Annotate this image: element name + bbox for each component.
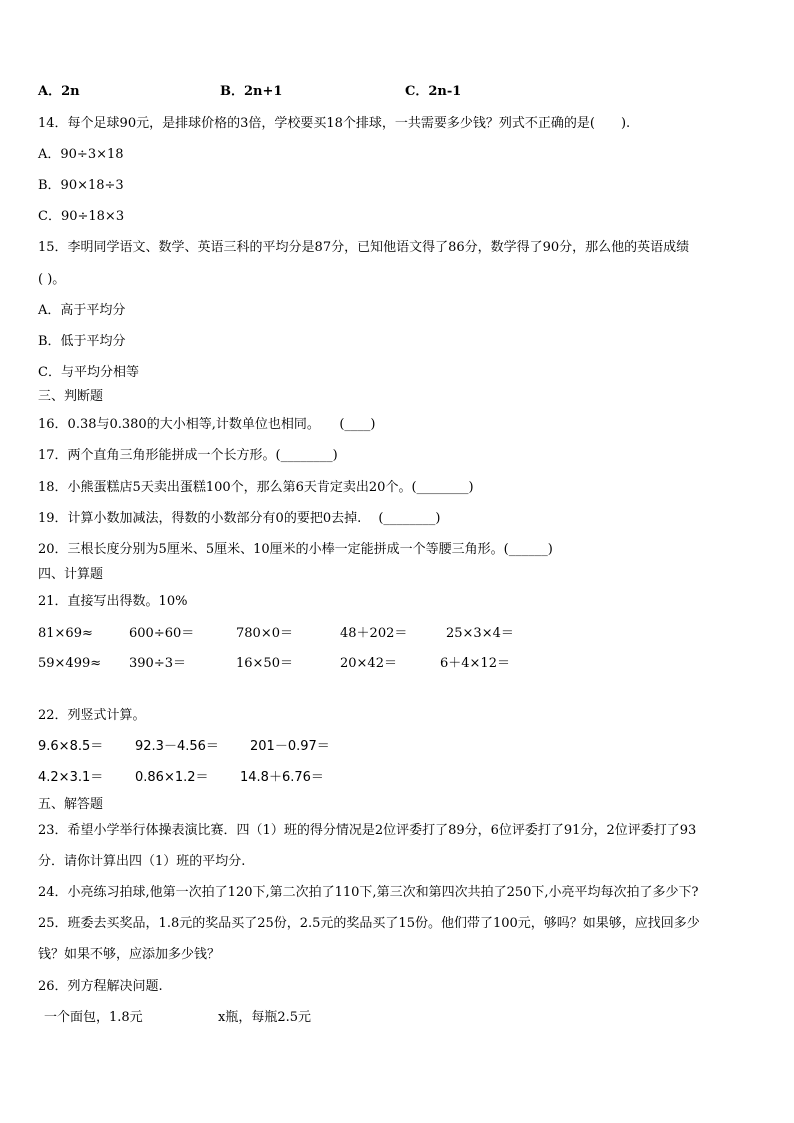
q23-line2: 分．请你计算出四（1）班的平均分.: [38, 854, 246, 869]
q22-item: 9.6×8.5＝: [38, 739, 104, 754]
q26-stem: 26．列方程解决问题.: [38, 979, 163, 994]
q21-item: 59×499≈: [38, 656, 102, 671]
q14-option-c: C．90÷18×3: [38, 209, 125, 224]
q22-item: 4.2×3.1＝: [38, 770, 104, 785]
q24: 24．小亮练习拍球,他第一次拍了120下,第二次拍了110下,第三次和第四次共拍了250下,小亮平均每次拍了多少下?: [38, 885, 699, 900]
q21-item: 25×3×4＝: [446, 626, 514, 641]
section5-title: 五、解答题: [38, 797, 104, 812]
q15-stem-line1: 15．李明同学语文、数学、英语三科的平均分是87分，已知他语文得了86分，数学得了90分，那么他的英语成绩: [38, 240, 690, 255]
q25-line1: 25．班委去买奖品，1.8元的奖品买了25份，2.5元的奖品买了15份。他们带了100元，够吗？如果够，应找回多少: [38, 916, 700, 931]
q16: 16．0.38与0.380的大小相等,计数单位也相同。 (____): [38, 417, 376, 432]
q20: 20．三根长度分别为5厘米、5厘米、10厘米的小棒一定能拼成一个等腰三角形。(______): [38, 542, 553, 557]
q13-option-c: C．2n-1: [405, 84, 462, 99]
q15-option-b: B．低于平均分: [38, 334, 126, 349]
q21-item: 81×69≈: [38, 626, 93, 641]
q21-item: 390÷3＝: [129, 656, 186, 671]
q21-stem: 21．直接写出得数。10%: [38, 594, 188, 609]
q21-item: 20×42＝: [340, 656, 397, 671]
q21-item: 16×50＝: [236, 656, 293, 671]
q15-option-c: C．与平均分相等: [38, 365, 139, 380]
q14-option-b: B．90×18÷3: [38, 178, 124, 193]
q22-item: 92.3－4.56＝: [135, 739, 219, 754]
q21-item: 6＋4×12＝: [440, 656, 510, 671]
q19: 19．计算小数加减法，得数的小数部分有0的要把0去掉. (________): [38, 511, 441, 526]
q18: 18．小熊蛋糕店5天卖出蛋糕100个，那么第6天肯定卖出20个。(________): [38, 480, 474, 495]
q26-bottles: x瓶，每瓶2.5元: [218, 1010, 312, 1025]
q21-item: 780×0＝: [236, 626, 293, 641]
q23-line1: 23．希望小学举行体操表演比赛．四（1）班的得分情况是2位评委打了89分，6位评委打了91分，2位评委打了93: [38, 823, 697, 838]
q14-option-a: A．90÷3×18: [38, 147, 124, 162]
q21-item: 600÷60＝: [129, 626, 195, 641]
q13-option-a: A．2n: [38, 84, 80, 99]
q26-bread: 一个面包，1.8元: [44, 1010, 143, 1025]
q22-item: 0.86×1.2＝: [135, 770, 209, 785]
section3-title: 三、判断题: [38, 389, 104, 404]
q17: 17．两个直角三角形能拼成一个长方形。(________): [38, 448, 338, 463]
q21-item: 48＋202＝: [340, 626, 408, 641]
q25-line2: 钱？如果不够，应添加多少钱？: [38, 947, 221, 962]
q22-item: 14.8＋6.76＝: [240, 770, 324, 785]
q14-stem: 14．每个足球90元，是排球价格的3倍，学校要买18个排球，一共需要多少钱？列式不正确的是( ).: [38, 116, 631, 131]
q22-stem: 22．列竖式计算。: [38, 708, 146, 723]
q22-item: 201－0.97＝: [250, 739, 330, 754]
section4-title: 四、计算题: [38, 567, 104, 582]
q15-stem-line2: ( )。: [38, 272, 66, 287]
q15-option-a: A．高于平均分: [38, 303, 126, 318]
q13-option-b: B．2n+1: [220, 84, 283, 99]
